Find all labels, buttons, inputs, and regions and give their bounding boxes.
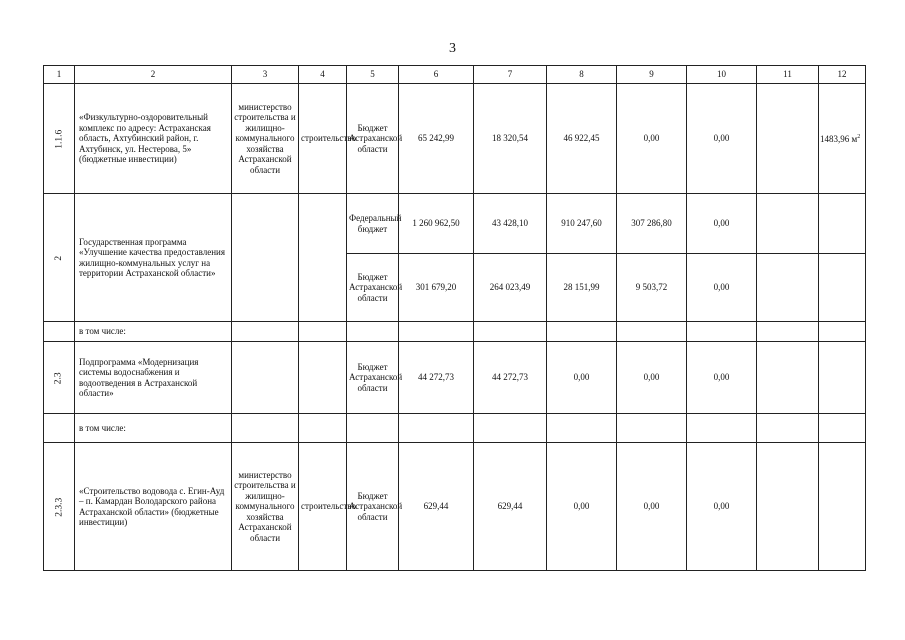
- row-cell-12: 1483,96 $м^2$: [819, 84, 866, 194]
- budget-table: [43, 65, 866, 571]
- table-row: [44, 194, 866, 254]
- page-number: 3: [449, 41, 456, 56]
- row-cell-12: [819, 254, 866, 322]
- row-cell-9: 9 503,72: [617, 254, 687, 322]
- row-cell-6: 65 242,99: [399, 84, 474, 194]
- table-row: [44, 322, 866, 342]
- row-type: [299, 194, 347, 322]
- row-executor: министерство строительства и жилищно-коммунального хозяйства Астраханской области: [232, 443, 299, 571]
- row-cell-10: 0,00: [687, 342, 757, 414]
- row-name: «Физкультурно-оздоровительный комплекс по адресу: Астраханская область, Ахтубинский район, г. Ахтубинск, ул. Нестерова, 5» (бюджетные инвестиции): [75, 84, 232, 194]
- row-cell-11: [757, 443, 819, 571]
- row-type: строительство: [299, 443, 347, 571]
- row-cell-7: 44 272,73: [474, 342, 547, 414]
- row-cell-9: 0,00: [617, 84, 687, 194]
- row-code: 1.1.6: [44, 84, 75, 194]
- column-header: 4: [299, 66, 347, 84]
- column-header: 2: [75, 66, 232, 84]
- row-code: 2.3: [44, 342, 75, 414]
- table-row: [44, 414, 866, 443]
- row-label: в том числе:: [75, 414, 232, 443]
- row-code: 2: [44, 194, 75, 322]
- row-name: Государственная программа «Улучшение качества предоставления жилищно-коммунальных услуг на территории Астраханской области»: [75, 194, 232, 322]
- row-label: в том числе:: [75, 322, 232, 342]
- row-code: 2.3.3: [44, 443, 75, 571]
- row-executor: [232, 342, 299, 414]
- row-cell-11: [757, 254, 819, 322]
- column-header: 9: [617, 66, 687, 84]
- row-cell-9: 0,00: [617, 342, 687, 414]
- row-name: Подпрограмма «Модернизация системы водоснабжения и водоотведения в Астраханской области»: [75, 342, 232, 414]
- row-cell-6: 301 679,20: [399, 254, 474, 322]
- row-cell-10: 0,00: [687, 254, 757, 322]
- row-cell-9: 0,00: [617, 443, 687, 571]
- column-header: 11: [757, 66, 819, 84]
- row-cell-12: [819, 443, 866, 571]
- row-source: Бюджет Астраханской области: [347, 84, 399, 194]
- row-source: Бюджет Астраханской области: [347, 254, 399, 322]
- row-type: [299, 342, 347, 414]
- row-cell-12: [819, 194, 866, 254]
- column-header-row: [44, 66, 866, 84]
- row-cell-12: [819, 342, 866, 414]
- row-cell-9: 307 286,80: [617, 194, 687, 254]
- row-name: «Строительство водовода с. Егин-Ауд – п. Камардан Володарского района Астраханской области» (бюджетные инвестиции): [75, 443, 232, 571]
- row-cell-10: 0,00: [687, 194, 757, 254]
- row-cell-8: 46 922,45: [547, 84, 617, 194]
- row-cell-11: [757, 84, 819, 194]
- row-cell-10: 0,00: [687, 443, 757, 571]
- column-header: 12: [819, 66, 866, 84]
- column-header: 3: [232, 66, 299, 84]
- row-source: Федеральный бюджет: [347, 194, 399, 254]
- row-cell-8: 0,00: [547, 342, 617, 414]
- row-executor: [232, 194, 299, 322]
- row-cell-10: 0,00: [687, 84, 757, 194]
- row-executor: министерство строительства и жилищно-коммунального хозяйства Астраханской области: [232, 84, 299, 194]
- row-cell-8: 910 247,60: [547, 194, 617, 254]
- row-source: Бюджет Астраханской области: [347, 342, 399, 414]
- row-cell-7: 264 023,49: [474, 254, 547, 322]
- row-cell-8: 28 151,99: [547, 254, 617, 322]
- column-header: 7: [474, 66, 547, 84]
- column-header: 6: [399, 66, 474, 84]
- row-type: строительство: [299, 84, 347, 194]
- table-row: [44, 342, 866, 414]
- row-source: Бюджет Астраханской области: [347, 443, 399, 571]
- row-cell-6: 44 272,73: [399, 342, 474, 414]
- column-header: 5: [347, 66, 399, 84]
- table-row: [44, 443, 866, 571]
- row-cell-8: 0,00: [547, 443, 617, 571]
- row-cell-7: 18 320,54: [474, 84, 547, 194]
- column-header: 1: [44, 66, 75, 84]
- row-code: [44, 414, 75, 443]
- row-cell-7: 629,44: [474, 443, 547, 571]
- row-cell-11: [757, 342, 819, 414]
- row-cell-7: 43 428,10: [474, 194, 547, 254]
- row-cell-6: 629,44: [399, 443, 474, 571]
- row-cell-6: 1 260 962,50: [399, 194, 474, 254]
- table-row: [44, 84, 866, 194]
- column-header: 10: [687, 66, 757, 84]
- row-code: [44, 322, 75, 342]
- column-header: 8: [547, 66, 617, 84]
- row-cell-11: [757, 194, 819, 254]
